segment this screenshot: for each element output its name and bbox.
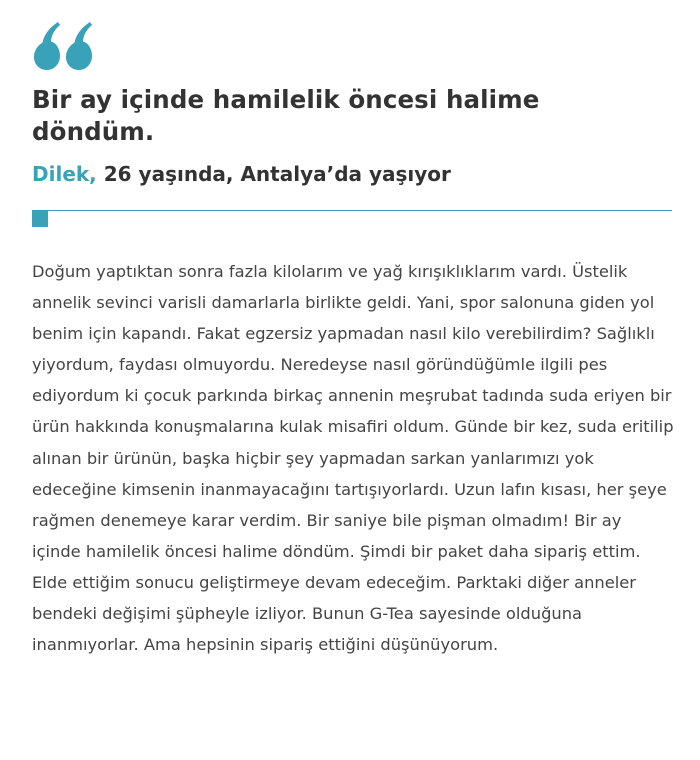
section-divider: [32, 209, 672, 227]
author-name: Dilek,: [32, 162, 97, 186]
testimonial-headline: Bir ay içinde hamilelik öncesi halime döndüm.: [32, 85, 540, 146]
divider-square-marker: [32, 211, 48, 227]
quote-icon: [34, 20, 92, 70]
testimonial-body: Doğum yaptıktan sonra fazla kilolarım ve yağ kırışıklıklarım vardı. Üstelik annelik sevinci varisli damarlarla birlikte geldi. Yani, spor salonuna giden yol benim için kapandı. Fakat egzersiz yapmadan nasıl kilo verebilirdim? Sağlıklı yiyordum, faydası olmuyordu. Neredeyse nasıl göründüğümle ilgili pes ediyordum ki çocuk parkında birkaç annenin meşrubat tadında suda eriyen bir ürün hakkında konuşmalarına kulak misafiri oldum. Günde bir kez, suda eritilip alınan bir ürünün, başka hiçbir şey yapmadan sarkan yanlarımızı yok edeceğine kimsenin inanmayacağını tartışıyorlardı. Uzun lafın kısası, her şeye rağmen denemeye karar verdim. Bir saniye bile pişman olmadım! Bir ay içinde hamilelik öncesi halime döndüm. Şimdi bir paket daha sipariş ettim. Elde ettiğim sonucu geliştirmeye devam edeceğim. Parktaki diğer anneler bendeki değişimi şüpheyle izliyor. Bunun G-Tea sayesinde olduğuna inanmıyorlar. Ama hepsinin sipariş ettiğini düşünüyorum.: [32, 262, 674, 655]
testimonial-author: [32, 160, 451, 188]
divider-line: [32, 210, 672, 211]
author-details: 26 yaşında, Antalya’da yaşıyor: [96, 162, 451, 186]
